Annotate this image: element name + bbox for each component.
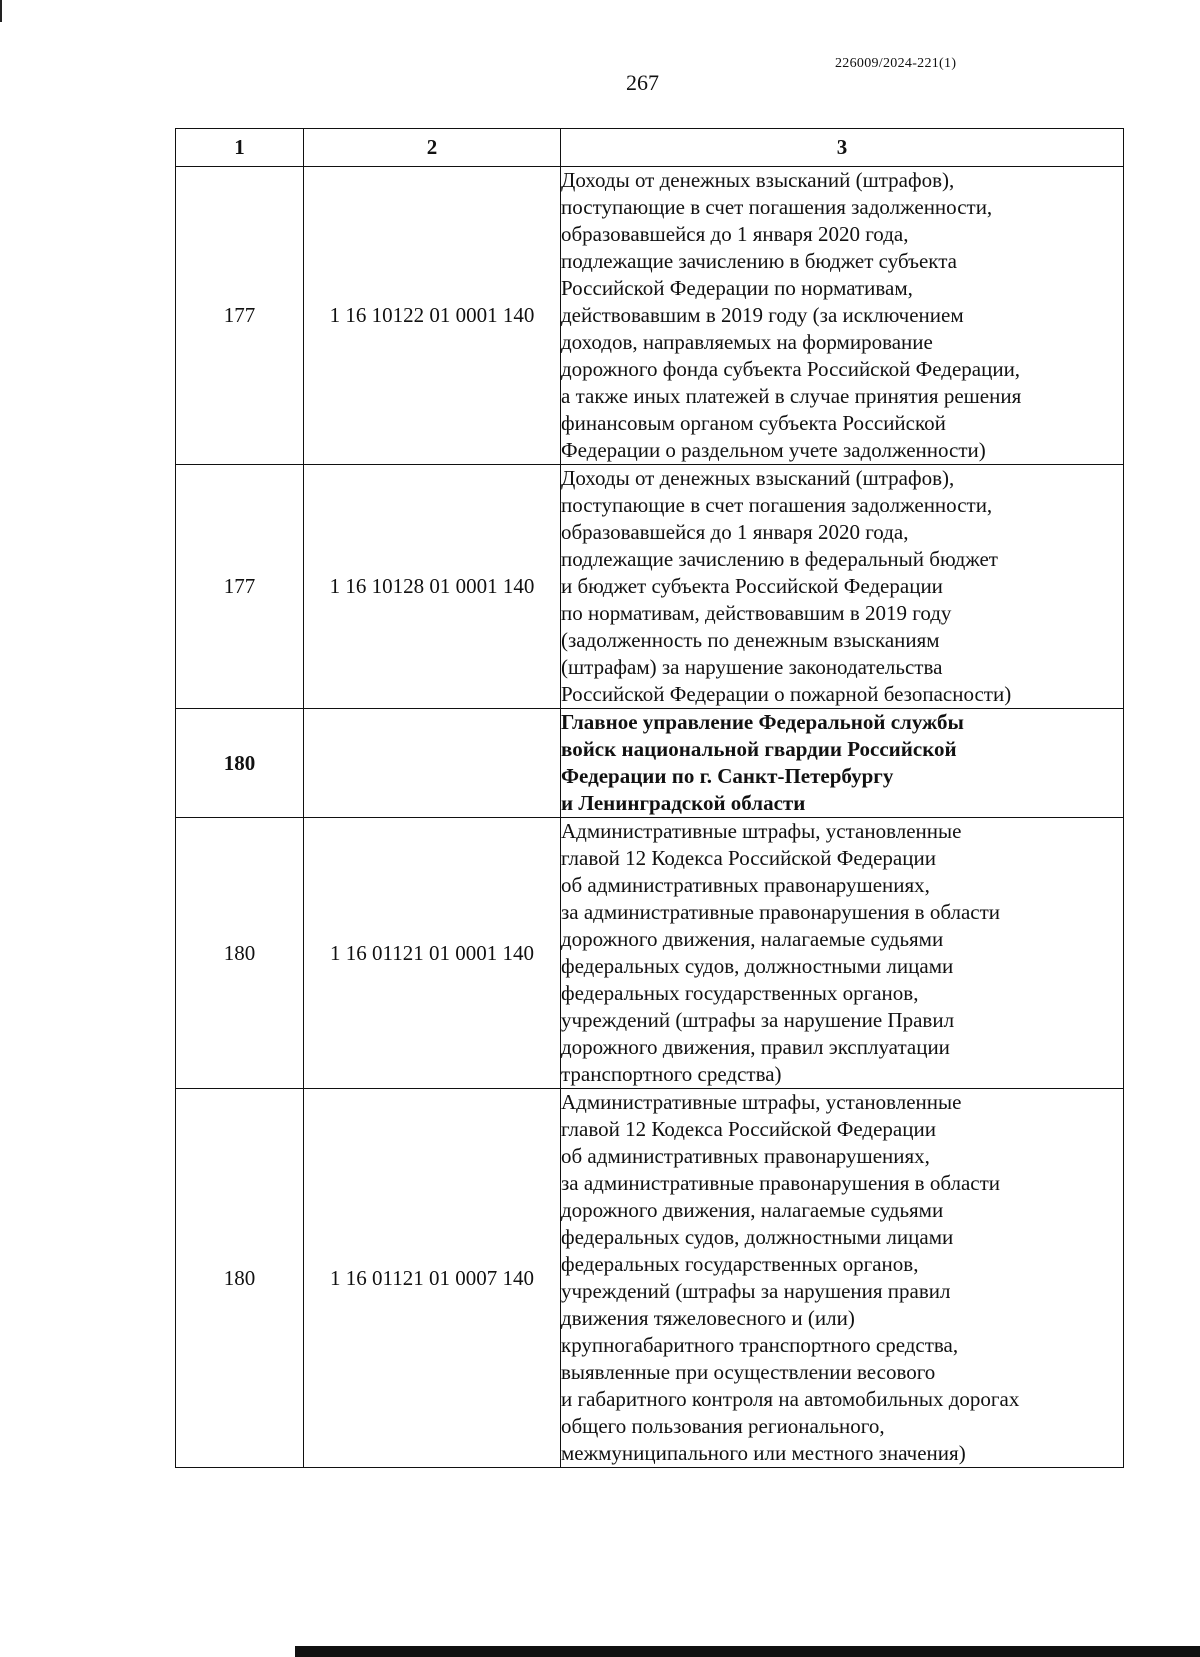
description-line: федеральных судов, должностными лицами [561, 954, 954, 978]
admin-code-cell: 180 [176, 709, 304, 818]
budget-code-cell: 1 16 01121 01 0007 140 [304, 1089, 561, 1468]
description-line: межмуниципального или местного значения) [561, 1441, 966, 1465]
description-line: за административные правонарушения в области [561, 1171, 1001, 1195]
description-line: войск национальной гвардии Российской [561, 737, 957, 761]
description-line: образовавшейся до 1 января 2020 года, [561, 222, 909, 246]
description-line: учреждений (штрафы за нарушения правил [561, 1279, 951, 1303]
description-line: федеральных государственных органов, [561, 981, 919, 1005]
description-line: общего пользования регионального, [561, 1414, 885, 1438]
scan-edge-mark [0, 0, 2, 22]
description-line: за административные правонарушения в области [561, 900, 1001, 924]
description-line: и габаритного контроля на автомобильных дорогах [561, 1387, 1020, 1411]
description-cell [561, 818, 1124, 1089]
description-line: доходов, направляемых на формирование [561, 330, 933, 354]
column-header-2: 2 [304, 129, 561, 167]
description-cell [561, 709, 1124, 818]
description-line: (штрафам) за нарушение законодательства [561, 655, 943, 679]
table-row [176, 465, 1124, 709]
description-cell [561, 167, 1124, 465]
description-line: дорожного движения, правил эксплуатации [561, 1035, 950, 1059]
description-line: по нормативам, действовавшим в 2019 году [561, 601, 952, 625]
description-line: подлежащие зачислению в федеральный бюджет [561, 547, 998, 571]
budget-code-cell: 1 16 10122 01 0001 140 [304, 167, 561, 465]
description-line: и Ленинградской области [561, 791, 806, 815]
description-line: Доходы от денежных взысканий (штрафов), [561, 168, 955, 192]
column-header-3: 3 [561, 129, 1124, 167]
description-line: крупногабаритного транспортного средства, [561, 1333, 959, 1357]
admin-code-cell: 180 [176, 1089, 304, 1468]
description-line: Главное управление Федеральной службы [561, 710, 964, 734]
description-line: а также иных платежей в случае принятия решения [561, 384, 1022, 408]
description-line: подлежащие зачислению в бюджет субъекта [561, 249, 957, 273]
table-header-row [176, 129, 1124, 167]
description-line: поступающие в счет погашения задолженности, [561, 493, 993, 517]
table-row [176, 167, 1124, 465]
description-line: поступающие в счет погашения задолженности, [561, 195, 993, 219]
description-cell [561, 1089, 1124, 1468]
description-line: дорожного движения, налагаемые судьями [561, 927, 944, 951]
description-line: дорожного движения, налагаемые судьями [561, 1198, 944, 1222]
description-line: Федерации о раздельном учете задолженности) [561, 438, 986, 462]
description-line: главой 12 Кодекса Российской Федерации [561, 846, 936, 870]
table-body [176, 167, 1124, 1468]
admin-code-cell: 177 [176, 167, 304, 465]
admin-code-cell: 180 [176, 818, 304, 1089]
description-line: выявленные при осуществлении весового [561, 1360, 936, 1384]
budget-code-cell: 1 16 01121 01 0001 140 [304, 818, 561, 1089]
description-line: транспортного средства) [561, 1062, 782, 1086]
revenue-code-table [175, 128, 1124, 1468]
description-line: образовавшейся до 1 января 2020 года, [561, 520, 909, 544]
description-line: главой 12 Кодекса Российской Федерации [561, 1117, 936, 1141]
description-line: федеральных судов, должностными лицами [561, 1225, 954, 1249]
column-header-1: 1 [176, 129, 304, 167]
description-line: Российской Федерации о пожарной безопасности) [561, 682, 1012, 706]
description-line: движения тяжеловесного и (или) [561, 1306, 855, 1330]
description-line: Федерации по г. Санкт-Петербургу [561, 764, 894, 788]
description-line: финансовым органом субъекта Российской [561, 411, 946, 435]
description-cell [561, 465, 1124, 709]
description-line: Доходы от денежных взысканий (штрафов), [561, 466, 955, 490]
scan-bottom-rule [295, 1646, 1200, 1657]
description-line: Административные штрафы, установленные [561, 1090, 962, 1114]
budget-code-cell [304, 709, 561, 818]
description-line: об административных правонарушениях, [561, 873, 930, 897]
budget-code-cell: 1 16 10128 01 0001 140 [304, 465, 561, 709]
description-line: об административных правонарушениях, [561, 1144, 930, 1168]
description-line: (задолженность по денежным взысканиям [561, 628, 940, 652]
table-row [176, 1089, 1124, 1468]
page-number: 267 [626, 70, 659, 95]
admin-code-cell: 177 [176, 465, 304, 709]
description-line: дорожного фонда субъекта Российской Федерации, [561, 357, 1021, 381]
description-line: Административные штрафы, установленные [561, 819, 962, 843]
description-line: Российской Федерации по нормативам, [561, 276, 913, 300]
table-row [176, 709, 1124, 818]
table-row [176, 818, 1124, 1089]
description-line: и бюджет субъекта Российской Федерации [561, 574, 943, 598]
description-line: действовавшим в 2019 году (за исключением [561, 303, 964, 327]
description-line: федеральных государственных органов, [561, 1252, 919, 1276]
document-id: 226009/2024-221(1) [835, 56, 957, 71]
description-line: учреждений (штрафы за нарушение Правил [561, 1008, 955, 1032]
